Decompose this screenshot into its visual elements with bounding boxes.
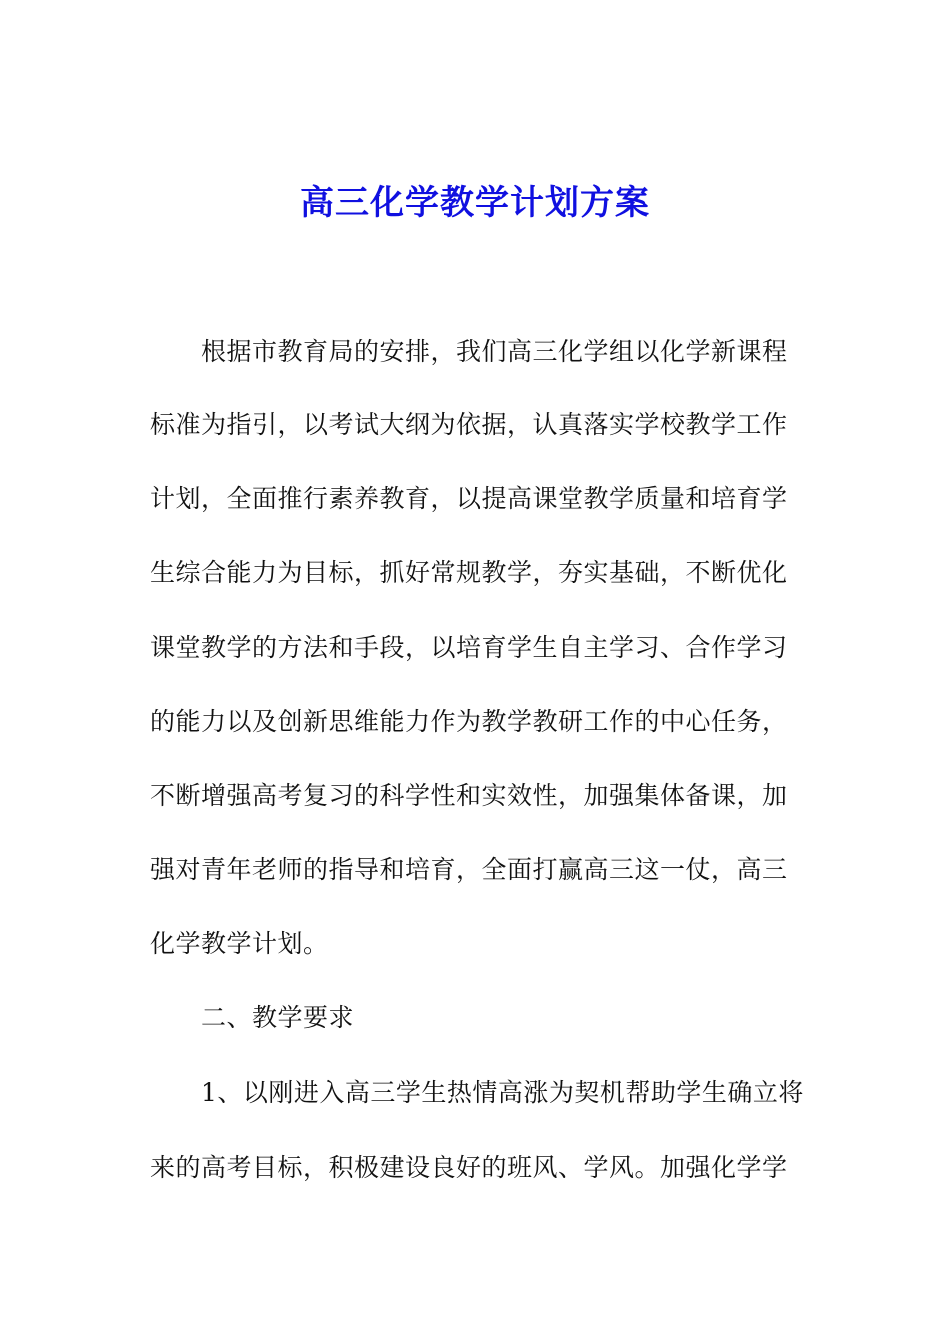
paragraph-line: 的能力以及创新思维能力作为教学教研工作的中心任务， bbox=[150, 707, 788, 736]
paragraph-line: 化学教学计划。 bbox=[150, 929, 329, 958]
paragraph-line: 计划，全面推行素养教育，以提高课堂教学质量和培育学 bbox=[150, 484, 788, 513]
paragraph-line: 1、以刚进入高三学生热情高涨为契机帮助学生确立将 bbox=[201, 1078, 804, 1107]
paragraph-line: 来的高考目标，积极建设良好的班风、学风。加强化学学 bbox=[150, 1153, 788, 1182]
section-heading: 二、教学要求 bbox=[201, 1003, 355, 1032]
document-title: 高三化学教学计划方案 bbox=[300, 183, 650, 223]
paragraph-line: 标准为指引，以考试大纲为依据，认真落实学校教学工作 bbox=[150, 410, 788, 439]
paragraph-line: 课堂教学的方法和手段，以培育学生自主学习、合作学习 bbox=[150, 633, 788, 662]
paragraph-line: 根据市教育局的安排，我们高三化学组以化学新课程 bbox=[201, 337, 788, 366]
paragraph-line: 强对青年老师的指导和培育，全面打赢高三这一仗，高三 bbox=[150, 855, 788, 884]
paragraph-line: 不断增强高考复习的科学性和实效性，加强集体备课，加 bbox=[150, 781, 788, 810]
paragraph-line: 生综合能力为目标，抓好常规教学，夯实基础，不断优化 bbox=[150, 558, 788, 587]
